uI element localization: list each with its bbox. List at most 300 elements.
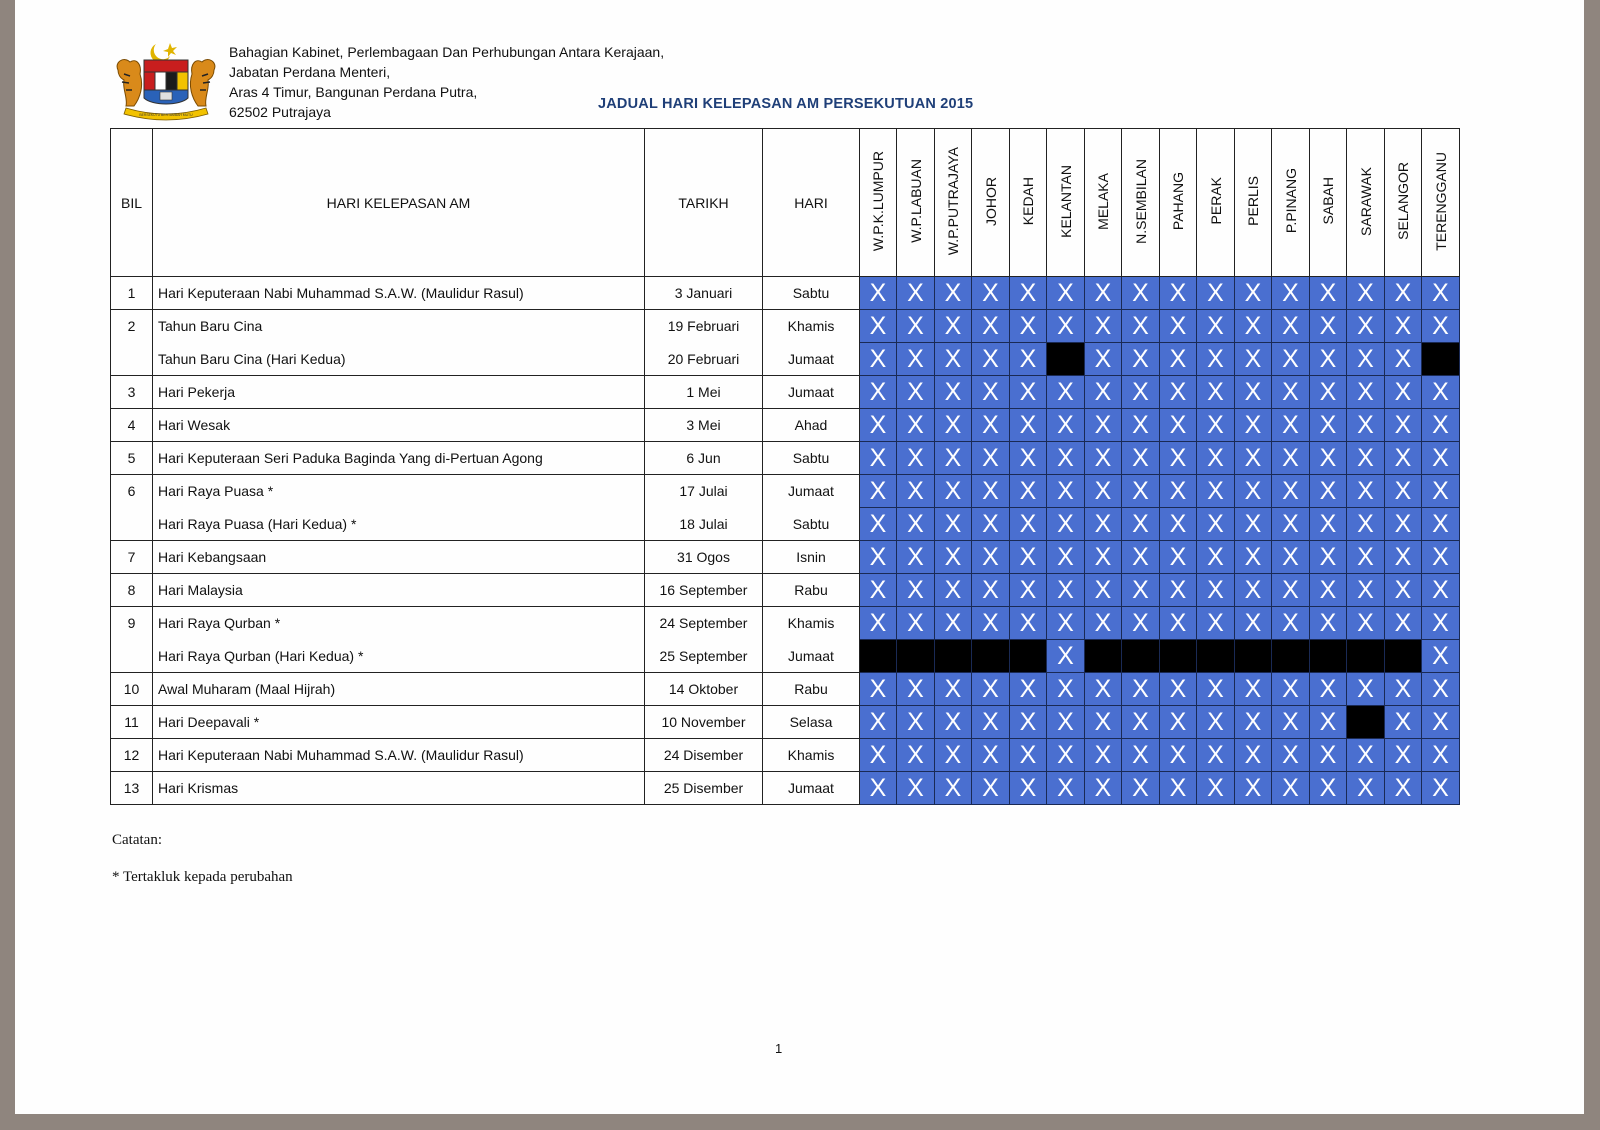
state-holiday-cell: X: [1310, 607, 1347, 640]
state-holiday-cell: [1122, 640, 1160, 673]
cell-bil: 7: [111, 541, 153, 574]
column-header-state: [972, 129, 1010, 277]
state-holiday-cell: X: [860, 706, 897, 739]
table-row: [111, 607, 1460, 640]
state-holiday-cell: X: [1047, 739, 1085, 772]
column-header-state: [1272, 129, 1310, 277]
state-holiday-cell: X: [1272, 475, 1310, 508]
address-line-2: Jabatan Perdana Menteri,: [229, 64, 391, 80]
cell-bil: 8: [111, 574, 153, 607]
state-holiday-cell: X: [1272, 277, 1310, 310]
state-holiday-cell: X: [860, 442, 897, 475]
state-holiday-cell: X: [1235, 673, 1272, 706]
state-holiday-cell: X: [972, 409, 1010, 442]
state-holiday-cell: X: [1385, 508, 1422, 541]
state-holiday-cell: X: [1235, 772, 1272, 805]
state-holiday-cell: X: [1197, 508, 1235, 541]
state-holiday-cell: X: [897, 739, 935, 772]
state-holiday-cell: X: [1422, 739, 1460, 772]
state-holiday-cell: X: [1122, 541, 1160, 574]
state-holiday-cell: X: [1272, 574, 1310, 607]
state-holiday-cell: X: [1422, 607, 1460, 640]
cell-day: Jumaat: [763, 772, 860, 805]
cell-date: 14 Oktober: [645, 673, 763, 706]
state-holiday-cell: X: [935, 508, 972, 541]
state-label: KELANTAN: [1057, 164, 1074, 238]
state-holiday-cell: X: [935, 409, 972, 442]
state-holiday-cell: X: [1385, 739, 1422, 772]
state-holiday-cell: X: [1197, 574, 1235, 607]
cell-date: 25 September: [645, 640, 763, 673]
state-holiday-cell: X: [1197, 541, 1235, 574]
state-holiday-cell: X: [1197, 442, 1235, 475]
state-holiday-cell: [1160, 640, 1197, 673]
state-label: W.P.PUTRAJAYA: [945, 146, 961, 256]
state-holiday-cell: X: [1122, 310, 1160, 343]
state-holiday-cell: X: [1010, 739, 1047, 772]
state-holiday-cell: X: [1422, 475, 1460, 508]
state-holiday-cell: X: [1197, 343, 1235, 376]
state-holiday-cell: X: [1160, 706, 1197, 739]
cell-holiday-name: Hari Deepavali *: [153, 706, 645, 739]
state-holiday-cell: X: [1347, 574, 1385, 607]
cell-date: 19 Februari: [645, 310, 763, 343]
state-holiday-cell: X: [1122, 739, 1160, 772]
state-holiday-cell: X: [1310, 574, 1347, 607]
state-holiday-cell: X: [1347, 475, 1385, 508]
state-holiday-cell: X: [1010, 310, 1047, 343]
holiday-table: [110, 128, 1460, 805]
state-holiday-cell: X: [860, 343, 897, 376]
document-page: [15, 0, 1584, 1114]
table-row: [111, 673, 1460, 706]
state-holiday-cell: X: [1310, 706, 1347, 739]
cell-holiday-name: Hari Keputeraan Seri Paduka Baginda Yang di-Pertuan Agong: [153, 442, 645, 475]
state-holiday-cell: X: [1422, 409, 1460, 442]
state-holiday-cell: [935, 640, 972, 673]
cell-day: Jumaat: [763, 475, 860, 508]
cell-holiday-name: Tahun Baru Cina (Hari Kedua): [153, 343, 645, 376]
state-holiday-cell: X: [972, 277, 1010, 310]
cell-bil: 4: [111, 409, 153, 442]
state-label: KEDAH: [1020, 176, 1036, 226]
state-holiday-cell: X: [1385, 310, 1422, 343]
state-holiday-cell: X: [1160, 508, 1197, 541]
state-holiday-cell: X: [1272, 343, 1310, 376]
state-holiday-cell: X: [897, 772, 935, 805]
svg-text:BERSEKUTU BERTAMBAH MUTU: BERSEKUTU BERTAMBAH MUTU: [139, 113, 193, 117]
state-holiday-cell: X: [1197, 277, 1235, 310]
state-holiday-cell: X: [860, 310, 897, 343]
state-holiday-cell: X: [935, 574, 972, 607]
state-holiday-cell: X: [1010, 772, 1047, 805]
state-holiday-cell: X: [1047, 475, 1085, 508]
cell-holiday-name: Hari Wesak: [153, 409, 645, 442]
state-holiday-cell: [860, 640, 897, 673]
state-holiday-cell: X: [972, 343, 1010, 376]
state-holiday-cell: X: [1160, 376, 1197, 409]
state-holiday-cell: X: [1422, 706, 1460, 739]
table-row: [111, 409, 1460, 442]
cell-date: 31 Ogos: [645, 541, 763, 574]
state-holiday-cell: X: [1085, 706, 1122, 739]
table-row: [111, 442, 1460, 475]
state-holiday-cell: X: [1385, 673, 1422, 706]
state-holiday-cell: X: [1122, 607, 1160, 640]
cell-bil: 6: [111, 475, 153, 508]
state-holiday-cell: X: [1010, 376, 1047, 409]
state-holiday-cell: X: [1122, 508, 1160, 541]
table-row: [111, 640, 1460, 673]
state-holiday-cell: X: [897, 508, 935, 541]
state-holiday-cell: X: [1047, 541, 1085, 574]
state-holiday-cell: X: [1047, 508, 1085, 541]
state-holiday-cell: X: [860, 475, 897, 508]
state-holiday-cell: X: [897, 706, 935, 739]
state-holiday-cell: X: [1235, 343, 1272, 376]
state-holiday-cell: X: [1197, 376, 1235, 409]
state-holiday-cell: X: [1385, 409, 1422, 442]
state-holiday-cell: X: [935, 706, 972, 739]
state-holiday-cell: X: [1010, 475, 1047, 508]
state-holiday-cell: X: [1385, 772, 1422, 805]
state-holiday-cell: X: [1272, 607, 1310, 640]
state-holiday-cell: X: [1310, 343, 1347, 376]
column-header-state: [1385, 129, 1422, 277]
state-holiday-cell: X: [1047, 574, 1085, 607]
column-header-state: [935, 129, 972, 277]
state-holiday-cell: X: [897, 277, 935, 310]
state-holiday-cell: X: [897, 673, 935, 706]
state-holiday-cell: X: [897, 574, 935, 607]
state-label: PERAK: [1207, 177, 1224, 225]
state-holiday-cell: X: [1235, 706, 1272, 739]
cell-holiday-name: Awal Muharam (Maal Hijrah): [153, 673, 645, 706]
cell-holiday-name: Hari Raya Qurban (Hari Kedua) *: [153, 640, 645, 673]
table-row: [111, 310, 1460, 343]
state-holiday-cell: X: [1197, 409, 1235, 442]
state-holiday-cell: X: [897, 376, 935, 409]
cell-day: Jumaat: [763, 640, 860, 673]
table-row: [111, 376, 1460, 409]
state-holiday-cell: X: [1235, 508, 1272, 541]
state-holiday-cell: X: [1085, 277, 1122, 310]
column-header-day: HARI: [763, 129, 860, 277]
state-holiday-cell: X: [1010, 277, 1047, 310]
state-holiday-cell: X: [1422, 376, 1460, 409]
state-holiday-cell: X: [1310, 442, 1347, 475]
state-holiday-cell: X: [1235, 475, 1272, 508]
table-row: [111, 739, 1460, 772]
column-header-state: [1197, 129, 1235, 277]
state-holiday-cell: X: [1047, 772, 1085, 805]
state-holiday-cell: X: [1197, 607, 1235, 640]
document-title: JADUAL HARI KELEPASAN AM PERSEKUTUAN 2015: [598, 96, 974, 112]
state-holiday-cell: X: [935, 673, 972, 706]
table-header-row: [111, 129, 1460, 277]
state-holiday-cell: X: [1085, 310, 1122, 343]
state-holiday-cell: X: [935, 541, 972, 574]
column-header-state: [1310, 129, 1347, 277]
table-row: [111, 277, 1460, 310]
cell-bil: 1: [111, 277, 153, 310]
cell-date: 10 November: [645, 706, 763, 739]
state-holiday-cell: X: [860, 574, 897, 607]
state-holiday-cell: [1235, 640, 1272, 673]
state-holiday-cell: [897, 640, 935, 673]
state-holiday-cell: X: [1160, 475, 1197, 508]
state-holiday-cell: X: [1422, 541, 1460, 574]
cell-date: 6 Jun: [645, 442, 763, 475]
state-holiday-cell: X: [1010, 343, 1047, 376]
state-holiday-cell: X: [897, 607, 935, 640]
state-holiday-cell: X: [1310, 376, 1347, 409]
state-holiday-cell: X: [1347, 442, 1385, 475]
table-row: [111, 541, 1460, 574]
state-holiday-cell: X: [1422, 574, 1460, 607]
state-holiday-cell: X: [1272, 739, 1310, 772]
page-number: 1: [775, 1041, 783, 1056]
state-holiday-cell: X: [1422, 310, 1460, 343]
state-holiday-cell: X: [1385, 442, 1422, 475]
cell-bil: 13: [111, 772, 153, 805]
state-holiday-cell: X: [860, 277, 897, 310]
state-holiday-cell: X: [897, 541, 935, 574]
state-holiday-cell: X: [1272, 442, 1310, 475]
state-holiday-cell: X: [972, 442, 1010, 475]
cell-bil: [111, 343, 153, 376]
state-holiday-cell: X: [1160, 343, 1197, 376]
state-holiday-cell: X: [1422, 277, 1460, 310]
state-holiday-cell: X: [860, 376, 897, 409]
cell-holiday-name: Hari Pekerja: [153, 376, 645, 409]
state-holiday-cell: X: [1235, 574, 1272, 607]
state-holiday-cell: X: [1085, 442, 1122, 475]
state-holiday-cell: X: [1122, 343, 1160, 376]
state-holiday-cell: X: [935, 310, 972, 343]
state-holiday-cell: X: [972, 475, 1010, 508]
state-holiday-cell: X: [897, 343, 935, 376]
state-holiday-cell: X: [1235, 442, 1272, 475]
state-holiday-cell: X: [1272, 673, 1310, 706]
cell-holiday-name: Hari Keputeraan Nabi Muhammad S.A.W. (Maulidur Rasul): [153, 277, 645, 310]
state-holiday-cell: X: [1010, 409, 1047, 442]
cell-bil: 9: [111, 607, 153, 640]
state-holiday-cell: X: [1310, 673, 1347, 706]
state-holiday-cell: X: [1272, 706, 1310, 739]
state-holiday-cell: X: [1385, 574, 1422, 607]
cell-date: 24 September: [645, 607, 763, 640]
state-holiday-cell: X: [860, 772, 897, 805]
state-holiday-cell: X: [897, 442, 935, 475]
notes-label: Catatan:: [112, 832, 162, 848]
cell-day: Khamis: [763, 310, 860, 343]
address-line-1: Bahagian Kabinet, Perlembagaan Dan Perhubungan Antara Kerajaan,: [229, 44, 665, 60]
state-holiday-cell: X: [1160, 574, 1197, 607]
state-holiday-cell: X: [897, 409, 935, 442]
column-header-state: [1047, 129, 1085, 277]
state-holiday-cell: X: [1010, 442, 1047, 475]
state-holiday-cell: X: [1047, 607, 1085, 640]
state-holiday-cell: X: [1047, 640, 1085, 673]
state-holiday-cell: X: [1310, 277, 1347, 310]
state-holiday-cell: X: [1422, 442, 1460, 475]
state-holiday-cell: X: [1197, 739, 1235, 772]
column-header-state: [897, 129, 935, 277]
state-holiday-cell: X: [1422, 640, 1460, 673]
cell-bil: 11: [111, 706, 153, 739]
state-holiday-cell: X: [1310, 541, 1347, 574]
state-holiday-cell: X: [1047, 673, 1085, 706]
state-label: PAHANG: [1170, 171, 1186, 231]
state-holiday-cell: X: [1422, 673, 1460, 706]
cell-holiday-name: Hari Krismas: [153, 772, 645, 805]
state-holiday-cell: X: [1235, 739, 1272, 772]
state-holiday-cell: X: [1160, 673, 1197, 706]
state-holiday-cell: X: [935, 475, 972, 508]
state-label: P.PINANG: [1282, 168, 1299, 234]
state-holiday-cell: X: [1085, 508, 1122, 541]
state-holiday-cell: X: [1122, 277, 1160, 310]
cell-bil: [111, 508, 153, 541]
state-holiday-cell: X: [1347, 541, 1385, 574]
state-holiday-cell: X: [935, 376, 972, 409]
state-holiday-cell: X: [972, 310, 1010, 343]
state-holiday-cell: X: [1085, 475, 1122, 508]
state-holiday-cell: X: [1160, 607, 1197, 640]
state-holiday-cell: X: [1272, 772, 1310, 805]
cell-day: Rabu: [763, 673, 860, 706]
column-header-state: [1010, 129, 1047, 277]
state-holiday-cell: X: [935, 277, 972, 310]
state-holiday-cell: X: [1085, 541, 1122, 574]
state-holiday-cell: X: [1235, 277, 1272, 310]
cell-date: 18 Julai: [645, 508, 763, 541]
state-label: TERENGGANU: [1432, 151, 1449, 251]
cell-day: Ahad: [763, 409, 860, 442]
column-header-state: [860, 129, 897, 277]
state-holiday-cell: X: [1347, 607, 1385, 640]
cell-day: Jumaat: [763, 343, 860, 376]
state-holiday-cell: X: [1122, 673, 1160, 706]
state-holiday-cell: X: [1160, 739, 1197, 772]
address-line-3: Aras 4 Timur, Bangunan Perdana Putra,: [229, 84, 478, 100]
state-holiday-cell: X: [935, 739, 972, 772]
state-holiday-cell: X: [1235, 541, 1272, 574]
state-holiday-cell: X: [1085, 772, 1122, 805]
state-holiday-cell: X: [1272, 508, 1310, 541]
state-holiday-cell: X: [1122, 442, 1160, 475]
state-holiday-cell: X: [1085, 574, 1122, 607]
state-holiday-cell: [1272, 640, 1310, 673]
state-label: SABAH: [1320, 177, 1336, 225]
cell-bil: 10: [111, 673, 153, 706]
state-holiday-cell: X: [1347, 409, 1385, 442]
column-header-state: [1347, 129, 1385, 277]
cell-holiday-name: Tahun Baru Cina: [153, 310, 645, 343]
cell-day: Selasa: [763, 706, 860, 739]
state-label: PERLIS: [1245, 176, 1261, 226]
state-holiday-cell: X: [1122, 772, 1160, 805]
state-holiday-cell: X: [972, 673, 1010, 706]
state-label: JOHOR: [982, 176, 999, 226]
cell-day: Khamis: [763, 739, 860, 772]
state-holiday-cell: X: [1085, 376, 1122, 409]
cell-date: 3 Januari: [645, 277, 763, 310]
state-holiday-cell: X: [972, 508, 1010, 541]
state-holiday-cell: X: [972, 772, 1010, 805]
cell-holiday-name: Hari Keputeraan Nabi Muhammad S.A.W. (Maulidur Rasul): [153, 739, 645, 772]
state-holiday-cell: X: [1310, 475, 1347, 508]
column-header-bil: BIL: [111, 129, 153, 277]
cell-holiday-name: Hari Raya Puasa *: [153, 475, 645, 508]
table-row: [111, 508, 1460, 541]
state-holiday-cell: X: [1385, 277, 1422, 310]
state-holiday-cell: X: [1047, 310, 1085, 343]
state-holiday-cell: X: [1235, 310, 1272, 343]
cell-date: 20 Februari: [645, 343, 763, 376]
state-holiday-cell: X: [1160, 442, 1197, 475]
cell-day: Khamis: [763, 607, 860, 640]
state-holiday-cell: X: [1197, 673, 1235, 706]
cell-date: 25 Disember: [645, 772, 763, 805]
state-holiday-cell: X: [1235, 409, 1272, 442]
table-row: [111, 475, 1460, 508]
state-holiday-cell: X: [1422, 772, 1460, 805]
cell-day: Sabtu: [763, 442, 860, 475]
state-holiday-cell: X: [1385, 475, 1422, 508]
column-header-holiday: HARI KELEPASAN AM: [153, 129, 645, 277]
state-holiday-cell: X: [1160, 541, 1197, 574]
cell-bil: 3: [111, 376, 153, 409]
state-holiday-cell: X: [1197, 310, 1235, 343]
state-holiday-cell: [1010, 640, 1047, 673]
state-holiday-cell: X: [1347, 376, 1385, 409]
state-holiday-cell: X: [1122, 376, 1160, 409]
state-holiday-cell: [1197, 640, 1235, 673]
state-holiday-cell: X: [935, 343, 972, 376]
cell-holiday-name: Hari Raya Qurban *: [153, 607, 645, 640]
state-holiday-cell: X: [1047, 442, 1085, 475]
notes-text: * Tertakluk kepada perubahan: [112, 869, 293, 885]
state-holiday-cell: X: [860, 409, 897, 442]
state-holiday-cell: X: [1197, 772, 1235, 805]
column-header-state: [1122, 129, 1160, 277]
state-holiday-cell: X: [972, 574, 1010, 607]
state-holiday-cell: X: [1310, 409, 1347, 442]
cell-bil: 12: [111, 739, 153, 772]
state-holiday-cell: [972, 640, 1010, 673]
state-holiday-cell: [1085, 640, 1122, 673]
cell-day: Rabu: [763, 574, 860, 607]
state-holiday-cell: X: [972, 376, 1010, 409]
state-holiday-cell: X: [1122, 409, 1160, 442]
cell-holiday-name: Hari Kebangsaan: [153, 541, 645, 574]
cell-holiday-name: Hari Raya Puasa (Hari Kedua) *: [153, 508, 645, 541]
cell-day: Jumaat: [763, 376, 860, 409]
state-holiday-cell: [1347, 640, 1385, 673]
state-holiday-cell: X: [1047, 706, 1085, 739]
column-header-state: [1085, 129, 1122, 277]
state-holiday-cell: X: [935, 772, 972, 805]
state-holiday-cell: X: [1272, 409, 1310, 442]
cell-date: 24 Disember: [645, 739, 763, 772]
state-holiday-cell: X: [1122, 475, 1160, 508]
state-holiday-cell: X: [1347, 343, 1385, 376]
state-holiday-cell: X: [897, 310, 935, 343]
state-label: W.P.K.LUMPUR: [870, 150, 886, 252]
state-holiday-cell: X: [1385, 607, 1422, 640]
